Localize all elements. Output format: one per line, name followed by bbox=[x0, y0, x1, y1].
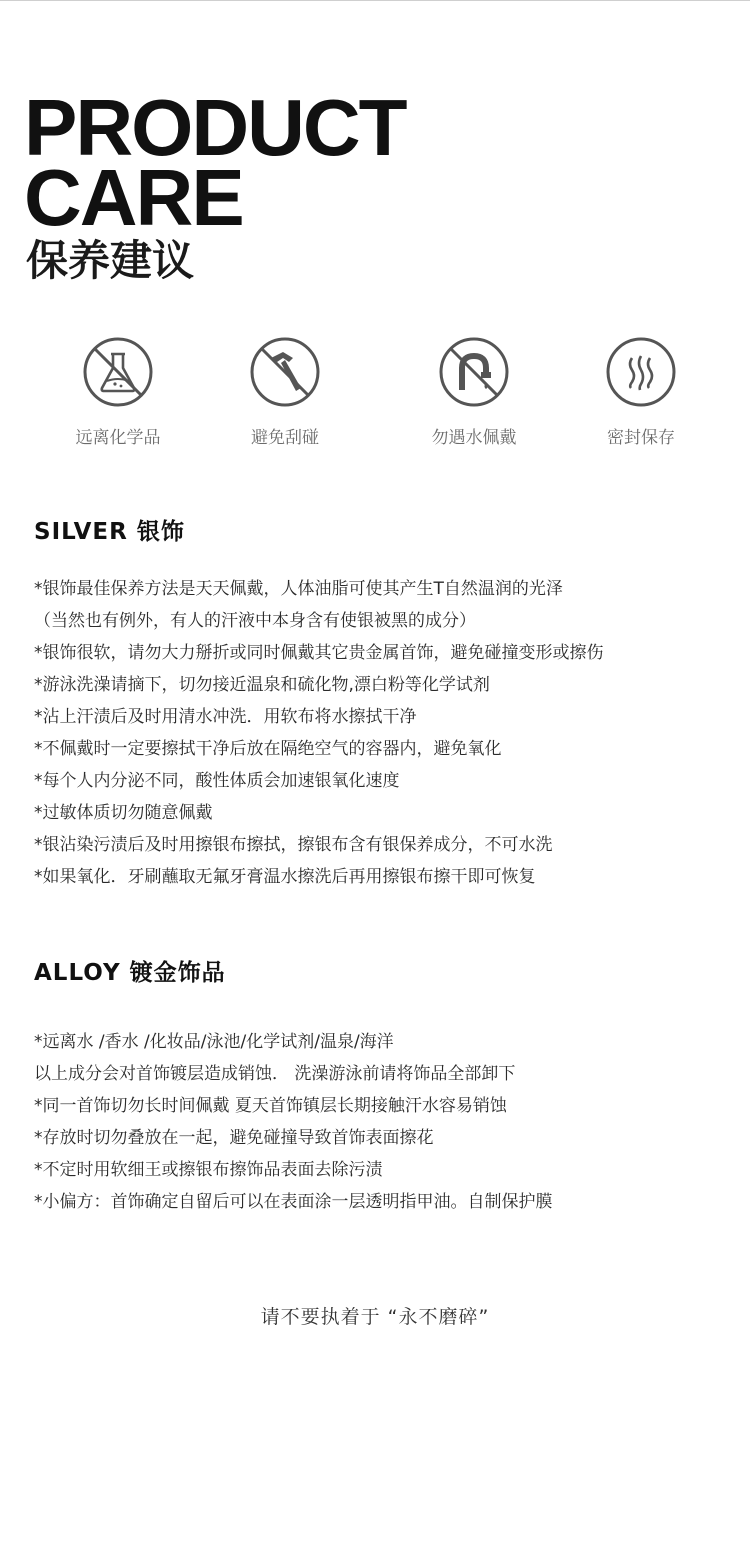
care-label-chemicals: 远离化学品 bbox=[75, 428, 161, 448]
care-label-storage: 密封保存 bbox=[607, 428, 675, 448]
alloy-care-list bbox=[34, 1026, 734, 1218]
alloy-section-title: ALLOY 镀金饰品 bbox=[34, 960, 226, 986]
list-item: *游泳洗澡请摘下，切勿接近温泉和硫化物,漂白粉等化学试剂 bbox=[34, 675, 490, 695]
list-item: *同一首饰切勿长时间佩戴 夏天首饰镇层长期接触汗水容易销蚀 bbox=[34, 1096, 507, 1116]
care-item-chemicals bbox=[38, 336, 198, 450]
list-item: *银饰很软，请勿大力掰折或同时佩戴其它贵金属首饰，避免碰撞变形或擦伤 bbox=[34, 643, 604, 663]
footer-note: 请不要执着于 “永不磨碎” bbox=[260, 1306, 490, 1328]
list-item: *沾上汗渍后及时用清水冲洗．用软布将水擦拭干净 bbox=[34, 707, 417, 727]
list-item: *如果氧化．牙刷蘸取无氟牙膏温水擦洗后再用擦银布擦干即可恢复 bbox=[34, 867, 536, 887]
no-hammer-icon bbox=[249, 336, 321, 408]
list-item: *小偏方：首饰确定自留后可以在表面涂一层透明指甲油。自制保护膜 bbox=[34, 1192, 553, 1212]
list-item: 以上成分会对首饰镀层造成销蚀． 洗澡游泳前请将饰品全部卸下 bbox=[34, 1064, 516, 1084]
no-chemical-flask-icon bbox=[82, 336, 154, 408]
page-title-line-1: PRODUCT bbox=[24, 83, 406, 172]
list-item: *每个人内分泌不同，酸性体质会加速银氧化速度 bbox=[34, 771, 400, 791]
care-icons-row bbox=[0, 336, 750, 466]
list-item: *远离水 /香水 /化妆品/泳池/化学试剂/温泉/海洋 bbox=[34, 1032, 394, 1052]
care-label-water: 勿遇水佩戴 bbox=[431, 428, 517, 448]
list-item: *银饰最佳保养方法是天天佩戴，人体油脂可使其产生T自然温润的光泽 bbox=[34, 579, 563, 599]
page-subtitle: 保养建议 bbox=[26, 236, 195, 285]
silver-care-list bbox=[34, 573, 734, 893]
sealed-storage-icon bbox=[605, 336, 677, 408]
care-item-water bbox=[394, 336, 554, 450]
silver-section-title: SILVER 银饰 bbox=[34, 519, 185, 545]
list-item: *过敏体质切勿随意佩戴 bbox=[34, 803, 213, 823]
no-water-faucet-icon bbox=[438, 336, 510, 408]
list-item: *存放时切勿叠放在一起，避免碰撞导致首饰表面擦花 bbox=[34, 1128, 434, 1148]
top-divider bbox=[0, 0, 750, 1]
care-item-scratch bbox=[205, 336, 365, 450]
list-item: *银沾染污渍后及时用擦银布擦拭，擦银布含有银保养成分，不可水洗 bbox=[34, 835, 553, 855]
list-item: （当然也有例外，有人的汗液中本身含有使银被黑的成分） bbox=[34, 611, 476, 631]
care-item-storage bbox=[561, 336, 721, 450]
list-item: *不定时用软细王或擦银布擦饰品表面去除污渍 bbox=[34, 1160, 383, 1180]
care-label-scratch: 避免刮碰 bbox=[251, 428, 319, 448]
list-item: *不佩戴时一定要擦拭干净后放在隔绝空气的容器内，避免氧化 bbox=[34, 739, 502, 759]
page-title-line-2: CARE bbox=[24, 153, 243, 242]
